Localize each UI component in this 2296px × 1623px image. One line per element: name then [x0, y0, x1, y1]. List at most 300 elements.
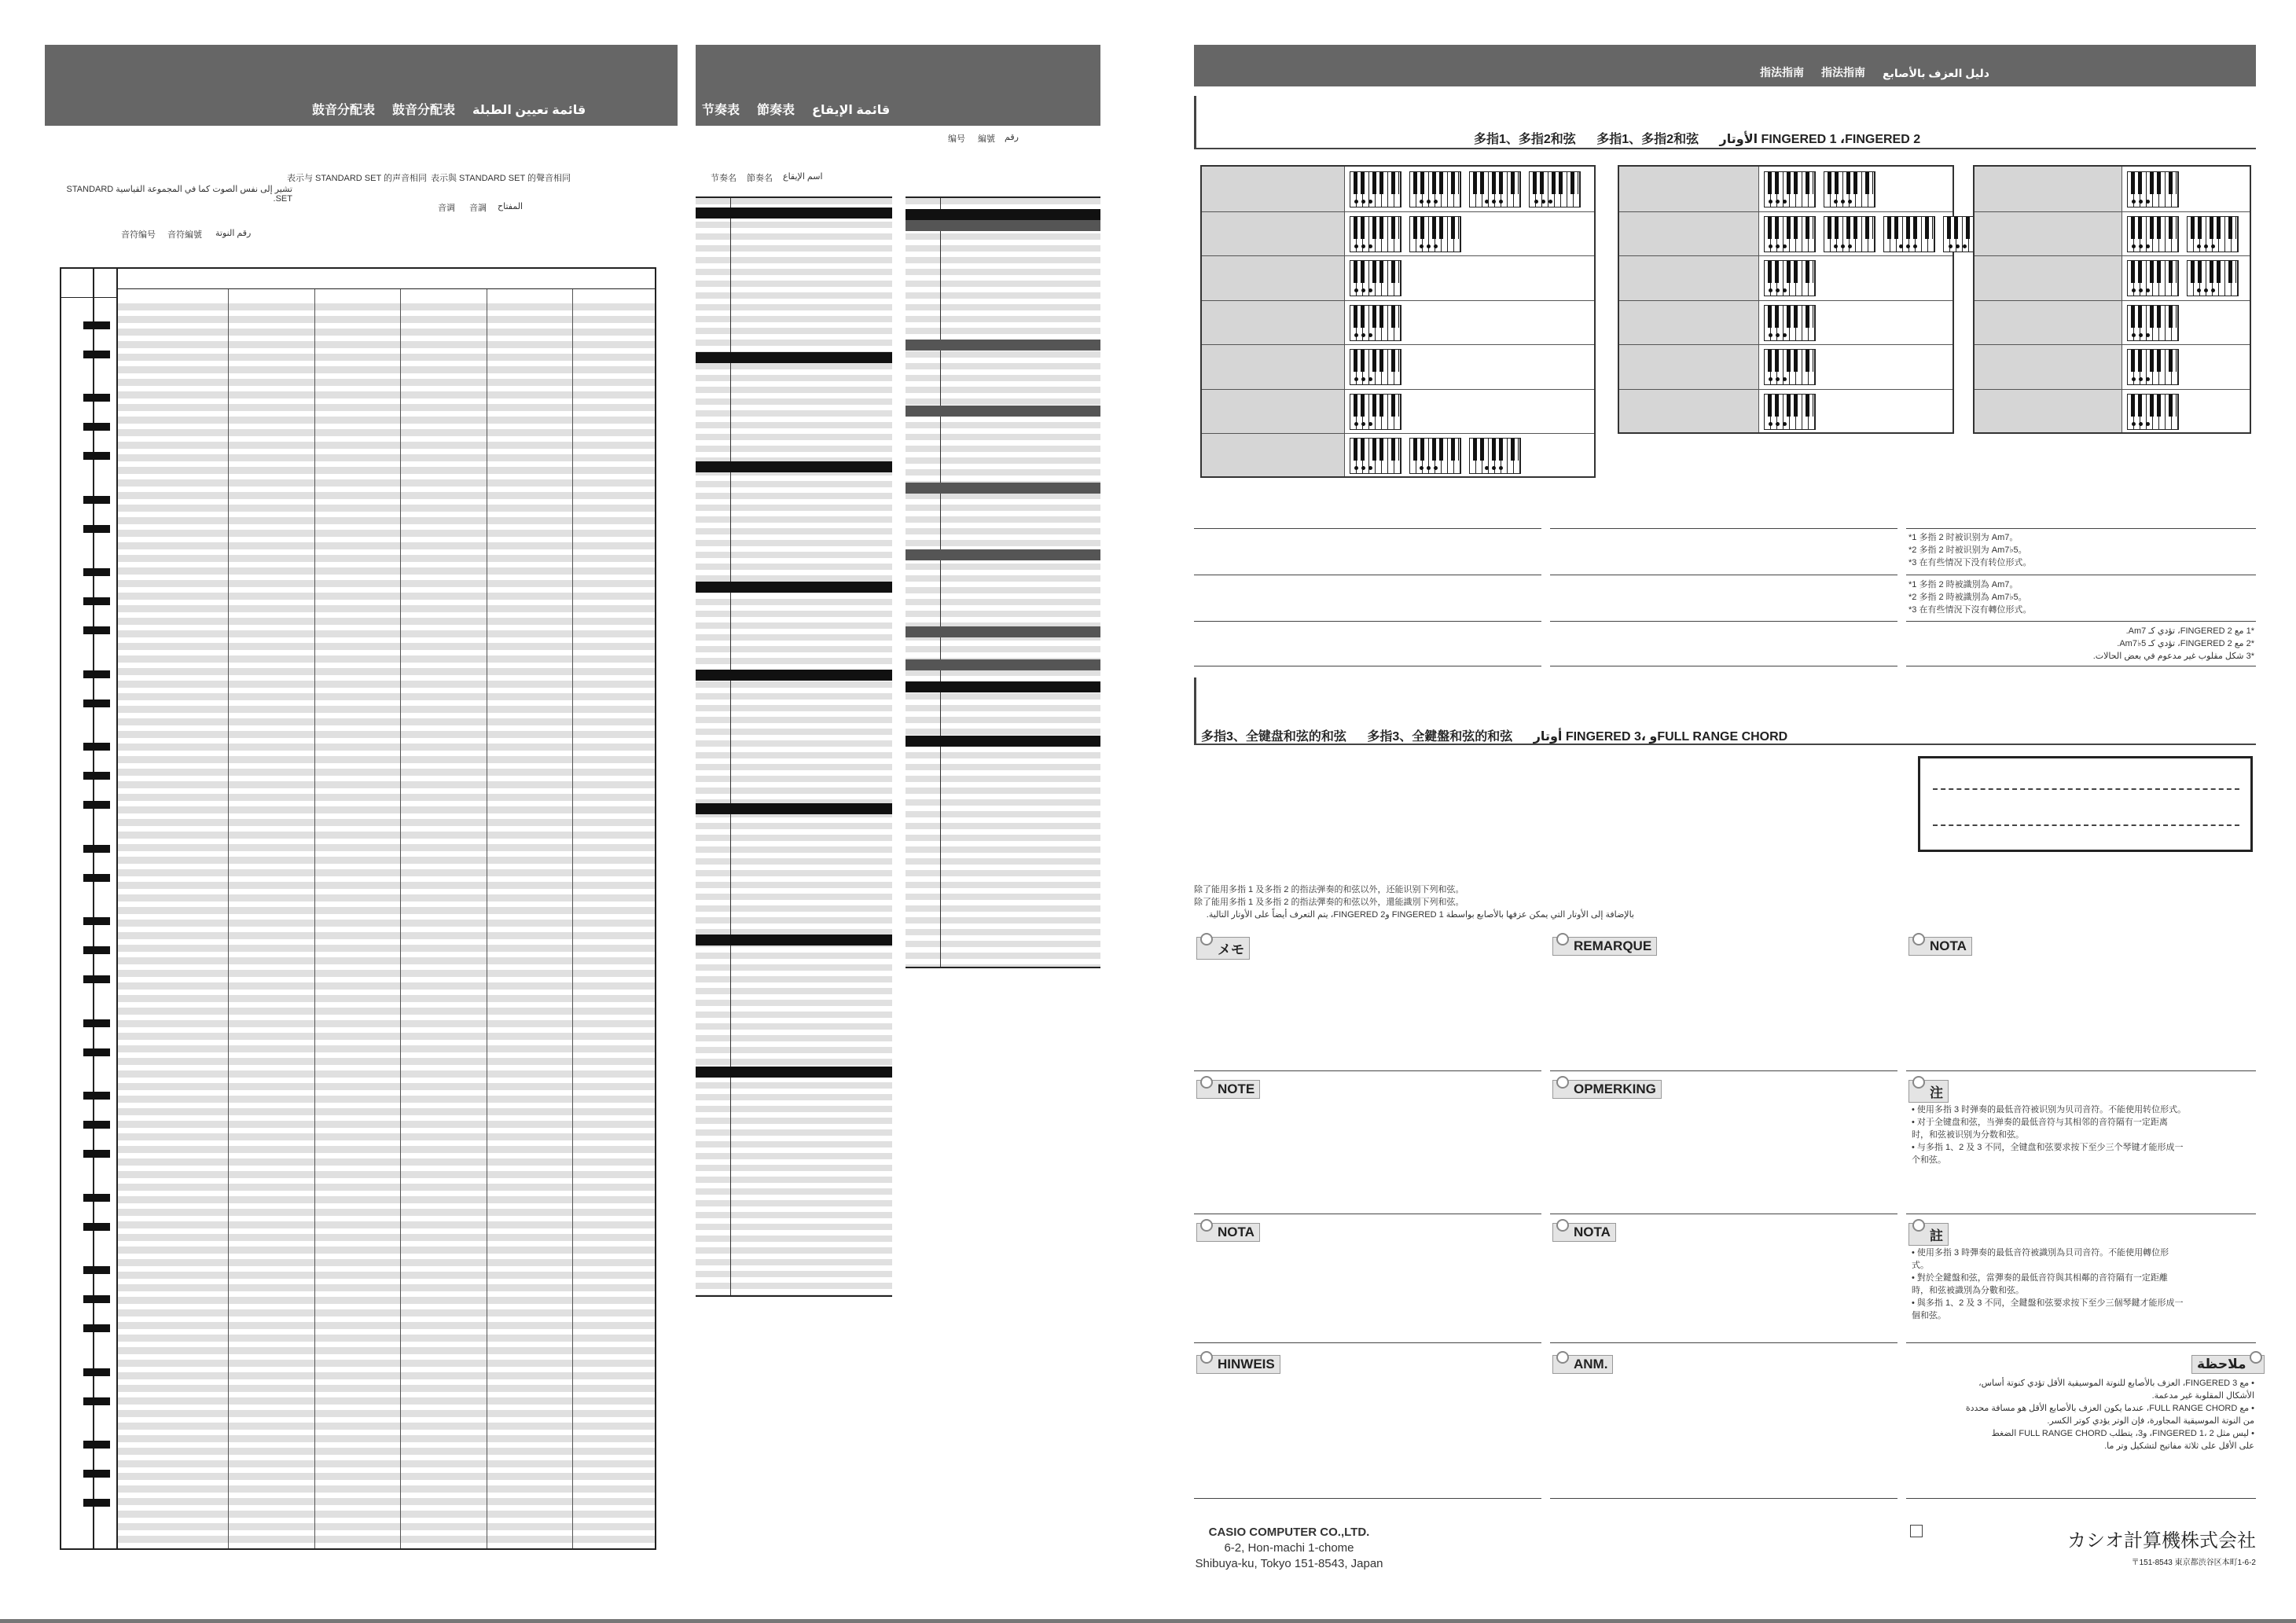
footnote-1-tw: *1 多指 2 時被識別為 Am7。: [1908, 580, 2019, 589]
note-ar-line: الأشكال المقلوبة غير مدعمة.: [2151, 1391, 2254, 1401]
keyboard-diagram-icon: [1764, 394, 1816, 430]
chord-name-rule: [1550, 621, 1897, 622]
black-key: [83, 496, 110, 504]
finger-dot-icon: [1783, 200, 1787, 204]
finger-dot-icon: [1434, 244, 1438, 248]
rhythm-category-bar: [906, 340, 1100, 351]
finger-dot-icon: [1361, 333, 1365, 337]
rhythm-category-bar: [696, 352, 892, 363]
finger-dot-icon: [1769, 333, 1773, 337]
black-key: [83, 1223, 110, 1231]
finger-dot-icon: [1361, 200, 1365, 204]
finger-dot-icon: [1434, 466, 1438, 470]
fingering-title-ar: دليل العزف بالأصابع: [1883, 67, 1989, 79]
finger-dot-icon: [2146, 422, 2150, 426]
footnote-3-tw: *3 在有些情況下沒有轉位形式。: [1908, 605, 2032, 615]
keyboard-diagram-icon: [1350, 305, 1401, 341]
rhythm-category-bar: [906, 736, 1100, 747]
finger-dot-icon: [2132, 244, 2136, 248]
keyboard-diagram-icon: [2127, 216, 2179, 252]
keyboard-diagram-icon: [1764, 305, 1816, 341]
rhythm-header-bar: [696, 45, 1100, 126]
remarque-badge: [1552, 937, 1657, 956]
rhythm-title-tw: 節奏表: [757, 104, 795, 117]
finger-dot-icon: [1368, 333, 1372, 337]
finger-dot-icon: [1769, 288, 1773, 292]
finger-dot-icon: [2139, 244, 2143, 248]
keyboard-diagram-icon: [2127, 171, 2179, 207]
black-key: [83, 525, 110, 533]
finger-dot-icon: [1769, 422, 1773, 426]
chord-row-divider: [1202, 300, 1594, 301]
chord-row-divider: [1975, 344, 2250, 345]
note-rule: [1550, 1342, 1897, 1343]
finger-dot-icon: [1841, 244, 1845, 248]
keyboard-diagram-icon: [2127, 260, 2179, 296]
section2-intro-cn: 除了能用多指 1 及多指 2 的指法弹奏的和弦以外，还能识别下列和弦。: [1194, 885, 1464, 894]
black-key: [83, 351, 110, 358]
black-key: [83, 626, 110, 634]
hinweis-badge: [1196, 1355, 1280, 1374]
note-rule: [1550, 1498, 1897, 1499]
checkbox-square: [1910, 1525, 1923, 1537]
drum-title-cn: 鼓音分配表: [312, 104, 376, 117]
finger-dot-icon: [1913, 244, 1917, 248]
address-line-2: Shibuya-ku, Tokyo 151-8543, Japan: [1195, 1557, 1383, 1570]
zhu-tw-badge: [1908, 1223, 1949, 1246]
finger-dot-icon: [1783, 288, 1787, 292]
note-cn-line: 时，和弦被识别为分数和弦。: [1912, 1130, 2024, 1140]
keyboard-diagram-icon: [1409, 438, 1461, 474]
keyboard-diagram-icon: [1350, 349, 1401, 385]
nota-label-1: NOTA: [1930, 938, 1967, 953]
finger-dot-icon: [1420, 200, 1424, 204]
note-rule: [1194, 1498, 1541, 1499]
finger-dot-icon: [2211, 288, 2215, 292]
nota-label-2: NOTA: [1218, 1225, 1255, 1239]
drum-col-divider: [314, 289, 315, 1548]
black-key: [83, 1441, 110, 1449]
note-tw-line: • 使用多指 3 時彈奏的最低音符被識別為貝司音符。不能使用轉位形: [1912, 1248, 2169, 1258]
section2-intro: [1194, 883, 1634, 921]
finger-dot-icon: [1368, 244, 1372, 248]
lightbulb-icon: [1912, 1219, 1925, 1232]
chord-row-divider: [1619, 211, 1953, 212]
black-key: [83, 670, 110, 678]
rhythm-title-cn: 节奏表: [702, 104, 740, 117]
lightbulb-icon: [2250, 1351, 2262, 1364]
black-key: [83, 1368, 110, 1376]
ar-note-label: ملاحظة: [2197, 1357, 2246, 1371]
rhythm-category-bar: [696, 582, 892, 593]
dash-line-1: [1933, 788, 2239, 790]
keyboard-diagram-icon: [1350, 216, 1401, 252]
lightbulb-icon: [1200, 1076, 1213, 1089]
black-key: [83, 321, 110, 329]
finger-dot-icon: [1956, 244, 1960, 248]
finger-dot-icon: [1783, 377, 1787, 381]
black-key: [83, 1470, 110, 1478]
finger-dot-icon: [1776, 244, 1780, 248]
rhythm-category-bar: [696, 803, 892, 814]
rhythm-category-bar: [696, 670, 892, 681]
finger-dot-icon: [1420, 466, 1424, 470]
lightbulb-icon: [1556, 1076, 1569, 1089]
nota-badge-1: [1908, 937, 1972, 956]
section2-title: [1201, 726, 1787, 744]
black-key: [83, 1397, 110, 1405]
finger-dot-icon: [2197, 244, 2201, 248]
company-name-jp: カシオ計算機株式会社: [2067, 1530, 2256, 1551]
chord-row-divider: [1619, 300, 1953, 301]
finger-dot-icon: [1492, 466, 1496, 470]
chord-chart-2: [1618, 165, 1954, 434]
lightbulb-icon: [1556, 933, 1569, 946]
black-key: [83, 874, 110, 882]
note-label: NOTE: [1218, 1081, 1255, 1096]
chord-row-divider: [1975, 389, 2250, 390]
black-key: [83, 1266, 110, 1274]
finger-dot-icon: [1776, 333, 1780, 337]
drum-pitch-tw: 音調: [469, 204, 487, 213]
finger-dot-icon: [2139, 422, 2143, 426]
finger-dot-icon: [2139, 377, 2143, 381]
black-key: [83, 975, 110, 983]
footnote-3-cn: *3 在有些情况下没有转位形式。: [1908, 558, 2032, 567]
anm-badge: [1552, 1355, 1613, 1374]
footnotes-cn: [1908, 531, 2031, 569]
zhu-tw-label: 註: [1930, 1228, 1943, 1243]
rhythm-name-cn: 节奏名: [711, 174, 737, 183]
finger-dot-icon: [1541, 200, 1545, 204]
chord-label-column: [1202, 167, 1345, 476]
black-key: [83, 452, 110, 460]
chord-row-divider: [1619, 344, 1953, 345]
chord-row-divider: [1975, 211, 2250, 212]
hinweis-label: HINWEIS: [1218, 1357, 1275, 1371]
fingering-title-tw: 指法指南: [1821, 66, 1865, 79]
keyboard-diagram-icon: [1764, 260, 1816, 296]
lightbulb-icon: [1556, 1351, 1569, 1364]
note-ar-line: على الأقل على ثلاثة مفاتيح لتشكيل وتر ما.: [2104, 1441, 2254, 1451]
finger-dot-icon: [1354, 422, 1358, 426]
finger-dot-icon: [1485, 466, 1489, 470]
finger-dot-icon: [2204, 288, 2208, 292]
keyboard-column: [61, 269, 94, 1548]
finger-dot-icon: [1776, 288, 1780, 292]
dash-line-2: [1933, 824, 2239, 826]
footnotes-tw: [1908, 578, 2031, 616]
chord-row-divider: [1202, 344, 1594, 345]
rhythm-category-bar: [696, 1067, 892, 1078]
finger-dot-icon: [1427, 466, 1431, 470]
finger-dot-icon: [1548, 200, 1552, 204]
chord-name-rule: [1906, 621, 2256, 622]
rhythm-category-bar: [906, 626, 1100, 637]
footnote-2-tw: *2 多指 2 時被識別為 Am7♭5。: [1908, 593, 2027, 602]
page-bottom-band: [0, 1619, 2296, 1623]
footnote-2-ar: *2 مع FINGERED 2، تؤدي كـ Am7♭5.: [2117, 639, 2254, 648]
keyboard-diagram-icon: [1469, 171, 1521, 207]
note-cn-line: • 对于全键盘和弦，当弹奏的最低音符与其相邻的音符隔有一定距离: [1912, 1118, 2168, 1127]
opmerking-badge: [1552, 1080, 1662, 1099]
chord-row-divider: [1975, 255, 2250, 256]
section1-title: [1474, 129, 1920, 147]
finger-dot-icon: [1485, 200, 1489, 204]
lightbulb-icon: [1200, 1219, 1213, 1232]
rhythm-category-bar: [906, 549, 1100, 560]
finger-dot-icon: [2146, 288, 2150, 292]
chord-row-divider: [1202, 255, 1594, 256]
finger-dot-icon: [1949, 244, 1953, 248]
rhythm-category-bar: [696, 207, 892, 218]
section2-title-cn: 多指3、全键盘和弦的和弦: [1201, 730, 1346, 744]
section1-title-cn: 多指1、多指2和弦: [1474, 133, 1576, 146]
finger-dot-icon: [1361, 244, 1365, 248]
lightbulb-icon: [1912, 933, 1925, 946]
note-rule: [1906, 1498, 2256, 1499]
footnotes-ar: [1908, 625, 2254, 663]
keyboard-diagram-icon: [2127, 394, 2179, 430]
black-key: [83, 1150, 110, 1158]
note-rule: [1550, 1070, 1897, 1071]
rhythm-list-left: [696, 196, 892, 1297]
finger-dot-icon: [1499, 466, 1503, 470]
finger-dot-icon: [2197, 288, 2201, 292]
note-tw-line: 時，和弦被識別為分數和弦。: [1912, 1286, 2024, 1295]
finger-dot-icon: [1427, 200, 1431, 204]
rhythm-category-bar: [906, 406, 1100, 417]
black-key: [83, 568, 110, 576]
fingering-header-bar: [1194, 45, 2256, 86]
chord-name-rule: [1906, 528, 2256, 529]
finger-dot-icon: [2132, 422, 2136, 426]
rhythm-name-ar: اسم الإيقاع: [783, 172, 823, 182]
finger-dot-icon: [2146, 200, 2150, 204]
finger-dot-icon: [1354, 200, 1358, 204]
black-key: [83, 1121, 110, 1129]
drum-table-rows: [118, 303, 655, 1548]
drum-title-tw: 鼓音分配表: [392, 104, 456, 117]
finger-dot-icon: [1499, 200, 1503, 204]
keyboard-diagram-icon: [1824, 171, 1875, 207]
rhythm-category-bar: [906, 220, 1100, 231]
finger-dot-icon: [1834, 200, 1838, 204]
finger-dot-icon: [1848, 244, 1852, 248]
finger-dot-icon: [1776, 377, 1780, 381]
finger-dot-icon: [1534, 200, 1538, 204]
finger-dot-icon: [2211, 244, 2215, 248]
drum-note-ar: تشير إلى نفس الصوت كما في المجموعة القياسية STANDARD SET.: [66, 185, 292, 204]
black-key: [83, 1324, 110, 1332]
finger-dot-icon: [1354, 288, 1358, 292]
rhythm-num-tw: 編號: [978, 134, 995, 144]
note-rule: [1906, 1070, 2256, 1071]
black-key: [83, 946, 110, 954]
black-key: [83, 1019, 110, 1027]
finger-dot-icon: [1434, 200, 1438, 204]
finger-dot-icon: [1368, 377, 1372, 381]
keyboard-diagram-icon: [1350, 438, 1401, 474]
finger-dot-icon: [1963, 244, 1967, 248]
keyboard-diagram-icon: [1764, 171, 1816, 207]
chord-name-rule: [1550, 528, 1897, 529]
keyboard-diagram-icon: [1409, 171, 1461, 207]
chord-name-rule: [1194, 621, 1541, 622]
black-key: [83, 700, 110, 707]
drum-assignment-table: [60, 267, 656, 1550]
keyboard-diagram-icon: [2187, 216, 2239, 252]
note-tw-text: [1912, 1247, 2183, 1322]
drum-table-header-rule: [61, 297, 118, 298]
finger-dot-icon: [1354, 333, 1358, 337]
rhythm-num-cn: 编号: [948, 134, 965, 144]
finger-dot-icon: [1368, 422, 1372, 426]
note-ar-line: من النوتة الموسيقية المجاورة، فإن الوتر يؤدي كوتر الكسر.: [2047, 1416, 2254, 1426]
black-key: [83, 1048, 110, 1056]
keyboard-diagram-icon: [1350, 171, 1401, 207]
finger-dot-icon: [1361, 288, 1365, 292]
lightbulb-icon: [1912, 1076, 1925, 1089]
drum-note-tw: 表示與 STANDARD SET 的聲音相同: [431, 174, 571, 183]
chord-entry-box: [1918, 756, 2253, 852]
keyboard-diagram-icon: [1350, 260, 1401, 296]
note-tw-line: • 與多指 1、2 及 3 不同，全鍵盤和弦要求按下至少三個琴鍵才能形成一: [1912, 1298, 2184, 1308]
keyboard-diagram-icon: [2127, 305, 2179, 341]
finger-dot-icon: [1354, 466, 1358, 470]
finger-dot-icon: [1834, 244, 1838, 248]
chord-row-divider: [1619, 255, 1953, 256]
memo-badge: [1196, 937, 1250, 960]
keyboard-diagram-icon: [1824, 216, 1875, 252]
footer-jp: [2012, 1525, 2256, 1567]
opmerking-label: OPMERKING: [1574, 1081, 1656, 1096]
drum-note-cn: 表示与 STANDARD SET 的声音相同: [287, 174, 428, 183]
note-ar-line: • مع FINGERED 3، العزف بالأصابع للنوتة الموسيقية الأقل تؤدي كنوتة أساس،: [1978, 1379, 2254, 1388]
black-key: [83, 845, 110, 853]
finger-dot-icon: [1783, 422, 1787, 426]
finger-dot-icon: [1427, 244, 1431, 248]
chord-row-divider: [1202, 211, 1594, 212]
black-key: [83, 423, 110, 431]
rhythm-name-tw: 節奏名: [747, 174, 773, 183]
ar-note-badge: [2191, 1355, 2265, 1374]
note-cn-text: [1912, 1103, 2186, 1166]
chord-row-divider: [1202, 433, 1594, 434]
finger-dot-icon: [1776, 422, 1780, 426]
finger-dot-icon: [2132, 200, 2136, 204]
rhythm-category-bar: [696, 935, 892, 946]
address-line-1: 6-2, Hon-machi 1-chome: [1224, 1541, 1354, 1555]
footnote-1-ar: *1 مع FINGERED 2، تؤدي كـ Am7.: [2125, 626, 2254, 636]
lightbulb-icon: [1200, 1351, 1213, 1364]
drum-header-bar: [45, 45, 678, 126]
rhythm-col-divider: [940, 198, 941, 967]
black-key: [83, 394, 110, 402]
finger-dot-icon: [1361, 422, 1365, 426]
note-cn-line: 个和弦。: [1912, 1155, 1946, 1165]
rhythm-category-bar: [906, 483, 1100, 494]
section1-title-en-ar: الأوتار FINGERED 1 ،FINGERED 2: [1719, 133, 1921, 146]
note-tw-line: 個和弦。: [1912, 1311, 1946, 1320]
zhu-cn-badge: [1908, 1080, 1949, 1103]
finger-dot-icon: [1354, 244, 1358, 248]
black-key: [83, 1092, 110, 1100]
rhythm-category-bar: [906, 681, 1100, 692]
rhythm-list-right: [906, 196, 1100, 968]
black-key: [83, 597, 110, 605]
footnote-3-ar: *3 شكل مقلوب غير مدعوم في بعض الحالات.: [2092, 652, 2254, 661]
drum-col-divider: [400, 289, 401, 1548]
black-key: [83, 772, 110, 780]
section2-title-tw: 多指3、全鍵盤和弦的和弦: [1367, 730, 1513, 744]
rhythm-category-bar: [906, 659, 1100, 670]
black-key: [83, 917, 110, 925]
drum-pitch-cn: 音调: [438, 204, 455, 213]
chord-row-divider: [1975, 300, 2250, 301]
black-key: [83, 801, 110, 809]
finger-dot-icon: [1841, 200, 1845, 204]
drum-title-ar: قائمة تعيين الطبلة: [472, 104, 586, 117]
company-name-en: CASIO COMPUTER CO.,LTD.: [1208, 1526, 1370, 1539]
drum-number-ar: رقم النوتة: [215, 229, 252, 238]
finger-dot-icon: [1899, 244, 1903, 248]
keyboard-diagram-icon: [1764, 216, 1816, 252]
note-cn-line: • 使用多指 3 时弹奏的最低音符被识别为贝司音符。不能使用转位形式。: [1912, 1105, 2187, 1114]
remarque-label: REMARQUE: [1574, 938, 1652, 953]
anm-label: ANM.: [1574, 1357, 1608, 1371]
finger-dot-icon: [1420, 244, 1424, 248]
note-rule: [1194, 1342, 1541, 1343]
note-rule: [1906, 1342, 2256, 1343]
drum-col-divider: [572, 289, 573, 1548]
footnote-2-cn: *2 多指 2 时被识别为 Am7♭5。: [1908, 545, 2027, 555]
black-key: [83, 1194, 110, 1202]
note-ar-line: • ليس مثل FINGERED 1، 2، و3، يتطلب FULL RANGE CHORD الضغط: [1991, 1429, 2254, 1438]
drum-number-tw: 音符編號: [167, 230, 202, 240]
finger-dot-icon: [1492, 200, 1496, 204]
chord-chart-3: [1973, 165, 2251, 434]
rhythm-category-bar: [696, 461, 892, 472]
chord-name-rule: [1194, 528, 1541, 529]
keyboard-diagram-icon: [1529, 171, 1581, 207]
finger-dot-icon: [2139, 333, 2143, 337]
keyboard-diagram-icon: [1409, 216, 1461, 252]
note-ar-text: [1908, 1377, 2254, 1452]
finger-dot-icon: [1368, 466, 1372, 470]
chord-row-divider: [1619, 389, 1953, 390]
finger-dot-icon: [1769, 377, 1773, 381]
note-ar-line: • مع FULL RANGE CHORD، عندما يكون العزف بالأصابع الأقل هو مسافة محددة: [1965, 1404, 2254, 1413]
finger-dot-icon: [2204, 244, 2208, 248]
rhythm-category-bar: [906, 209, 1100, 220]
finger-dot-icon: [1783, 244, 1787, 248]
section2-intro-ar: بالإضافة إلى الأوتار التي يمكن عزفها بالأصابع بواسطة FINGERED 1 وFINGERED 2، يتم التعرف أيضاً على الأوتار التالية.: [1206, 910, 1634, 920]
keyboard-diagram-icon: [1350, 394, 1401, 430]
finger-dot-icon: [2132, 333, 2136, 337]
black-key: [83, 1499, 110, 1507]
section2-intro-tw: 除了能用多指 1 及多指 2 的指法彈奏的和弦以外，還能識別下列和弦。: [1194, 898, 1464, 907]
drum-col-divider: [228, 289, 229, 1548]
nota-badge-2: [1196, 1223, 1260, 1242]
rhythm-num-ar: رقم: [1005, 133, 1019, 142]
finger-dot-icon: [2132, 377, 2136, 381]
keyboard-diagram-icon: [1764, 349, 1816, 385]
note-rule: [1194, 1070, 1541, 1071]
finger-dot-icon: [1783, 333, 1787, 337]
drum-pitch-ar: المفتاح: [498, 202, 523, 211]
finger-dot-icon: [2139, 200, 2143, 204]
